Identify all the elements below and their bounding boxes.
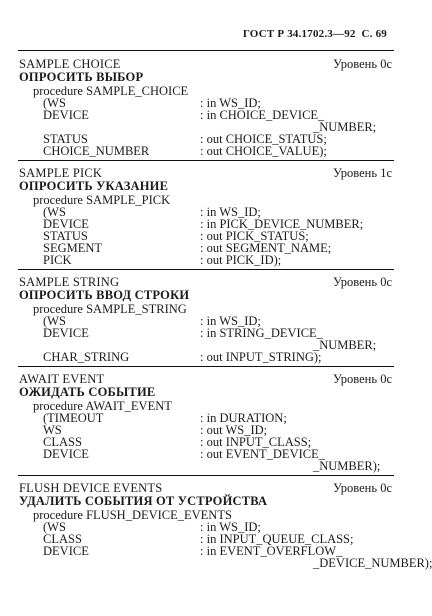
gost-label: ГОСТ Р 34.1702.3—92 bbox=[242, 28, 356, 40]
param-name: DEVICE bbox=[43, 544, 89, 558]
param-decl: : in EVENT_OVERFLOW_ bbox=[200, 544, 343, 558]
param-name: CHOICE_NUMBER bbox=[43, 144, 150, 158]
procedure-signature: procedure SAMPLE_PICK bbox=[33, 193, 171, 207]
section-title: FLUSH DEVICE EVENTS bbox=[19, 481, 163, 495]
section-title: AWAIT EVENT bbox=[19, 372, 105, 386]
param-name: SEGMENT bbox=[43, 241, 103, 255]
param-decl-cont: _NUMBER; bbox=[313, 338, 377, 352]
level-label: Уровень 0с bbox=[333, 57, 392, 71]
param-decl-cont: _NUMBER); bbox=[313, 459, 381, 473]
param-decl: : out INPUT_CLASS; bbox=[200, 435, 312, 449]
param-name: CLASS bbox=[43, 532, 82, 546]
level-label: Уровень 1с bbox=[333, 166, 392, 180]
param-decl: : out CHOICE_VALUE); bbox=[200, 144, 327, 158]
param-name: CLASS bbox=[43, 435, 82, 449]
procedure-signature: procedure FLUSH_DEVICE_EVENTS bbox=[33, 508, 232, 522]
procedure-signature: procedure AWAIT_EVENT bbox=[33, 399, 172, 413]
param-decl: : out EVENT_DEVICE_ bbox=[200, 447, 325, 461]
procedure-signature: procedure SAMPLE_STRING bbox=[33, 302, 187, 316]
param-decl: : in WS_ID; bbox=[200, 96, 261, 110]
section-title-ru: ОПРОСИТЬ ВВОД СТРОКИ bbox=[19, 288, 190, 302]
divider bbox=[18, 475, 394, 476]
divider bbox=[18, 269, 394, 270]
param-decl: : in WS_ID; bbox=[200, 520, 261, 534]
param-decl: : out CHOICE_STATUS; bbox=[200, 132, 327, 146]
divider bbox=[18, 160, 394, 161]
section-title-ru: УДАЛИТЬ СОБЫТИЯ ОТ УСТРОЙСТВА bbox=[19, 494, 268, 508]
param-name: (WS bbox=[43, 205, 66, 219]
param-decl: : out WS_ID; bbox=[200, 423, 268, 437]
param-name: DEVICE bbox=[43, 447, 89, 461]
param-decl: : in WS_ID; bbox=[200, 205, 261, 219]
param-name: CHAR_STRING bbox=[43, 350, 130, 364]
section-title-ru: ОЖИДАТЬ СОБЫТИЕ bbox=[19, 385, 156, 399]
param-name: STATUS bbox=[43, 132, 88, 146]
level-label: Уровень 0с bbox=[333, 372, 392, 386]
param-name: PICK bbox=[43, 253, 72, 267]
divider bbox=[18, 366, 394, 367]
param-decl: : in DURATION; bbox=[200, 411, 287, 425]
section-title: SAMPLE STRING bbox=[19, 275, 120, 289]
param-name: DEVICE bbox=[43, 217, 89, 231]
section-title-ru: ОПРОСИТЬ ВЫБОР bbox=[19, 70, 144, 84]
level-label: Уровень 0с bbox=[333, 275, 392, 289]
procedure-signature: procedure SAMPLE_CHOICE bbox=[33, 84, 189, 98]
param-name: (WS bbox=[43, 314, 66, 328]
param-decl: : in PICK_DEVICE_NUMBER; bbox=[200, 217, 364, 231]
param-name: WS bbox=[43, 423, 62, 437]
section-title: SAMPLE PICK bbox=[19, 166, 103, 180]
param-decl: : out PICK_ID); bbox=[200, 253, 282, 267]
section-title: SAMPLE CHOICE bbox=[19, 57, 121, 71]
param-decl: : out INPUT_STRING); bbox=[200, 350, 322, 364]
param-name: (WS bbox=[43, 520, 66, 534]
param-name: STATUS bbox=[43, 229, 88, 243]
param-decl: : in WS_ID; bbox=[200, 314, 261, 328]
param-decl-cont: _NUMBER; bbox=[313, 120, 377, 134]
section-title-ru: ОПРОСИТЬ УКАЗАНИЕ bbox=[19, 179, 169, 193]
param-name: DEVICE bbox=[43, 108, 89, 122]
param-decl-cont: _DEVICE_NUMBER); bbox=[313, 556, 432, 570]
divider bbox=[18, 50, 394, 51]
param-decl: : in CHOICE_DEVICE_ bbox=[200, 108, 325, 122]
param-decl: : in INPUT_QUEUE_CLASS; bbox=[200, 532, 354, 546]
page-number: С. 69 bbox=[361, 28, 387, 40]
param-decl: : out SEGMENT_NAME; bbox=[200, 241, 332, 255]
page-header bbox=[240, 28, 387, 40]
level-label: Уровень 0с bbox=[333, 481, 392, 495]
param-name: DEVICE bbox=[43, 326, 89, 340]
param-decl: : in STRING_DEVICE_ bbox=[200, 326, 323, 340]
param-name: (TIMEOUT bbox=[43, 411, 104, 425]
param-name: (WS bbox=[43, 96, 66, 110]
param-decl: : out PICK_STATUS; bbox=[200, 229, 309, 243]
